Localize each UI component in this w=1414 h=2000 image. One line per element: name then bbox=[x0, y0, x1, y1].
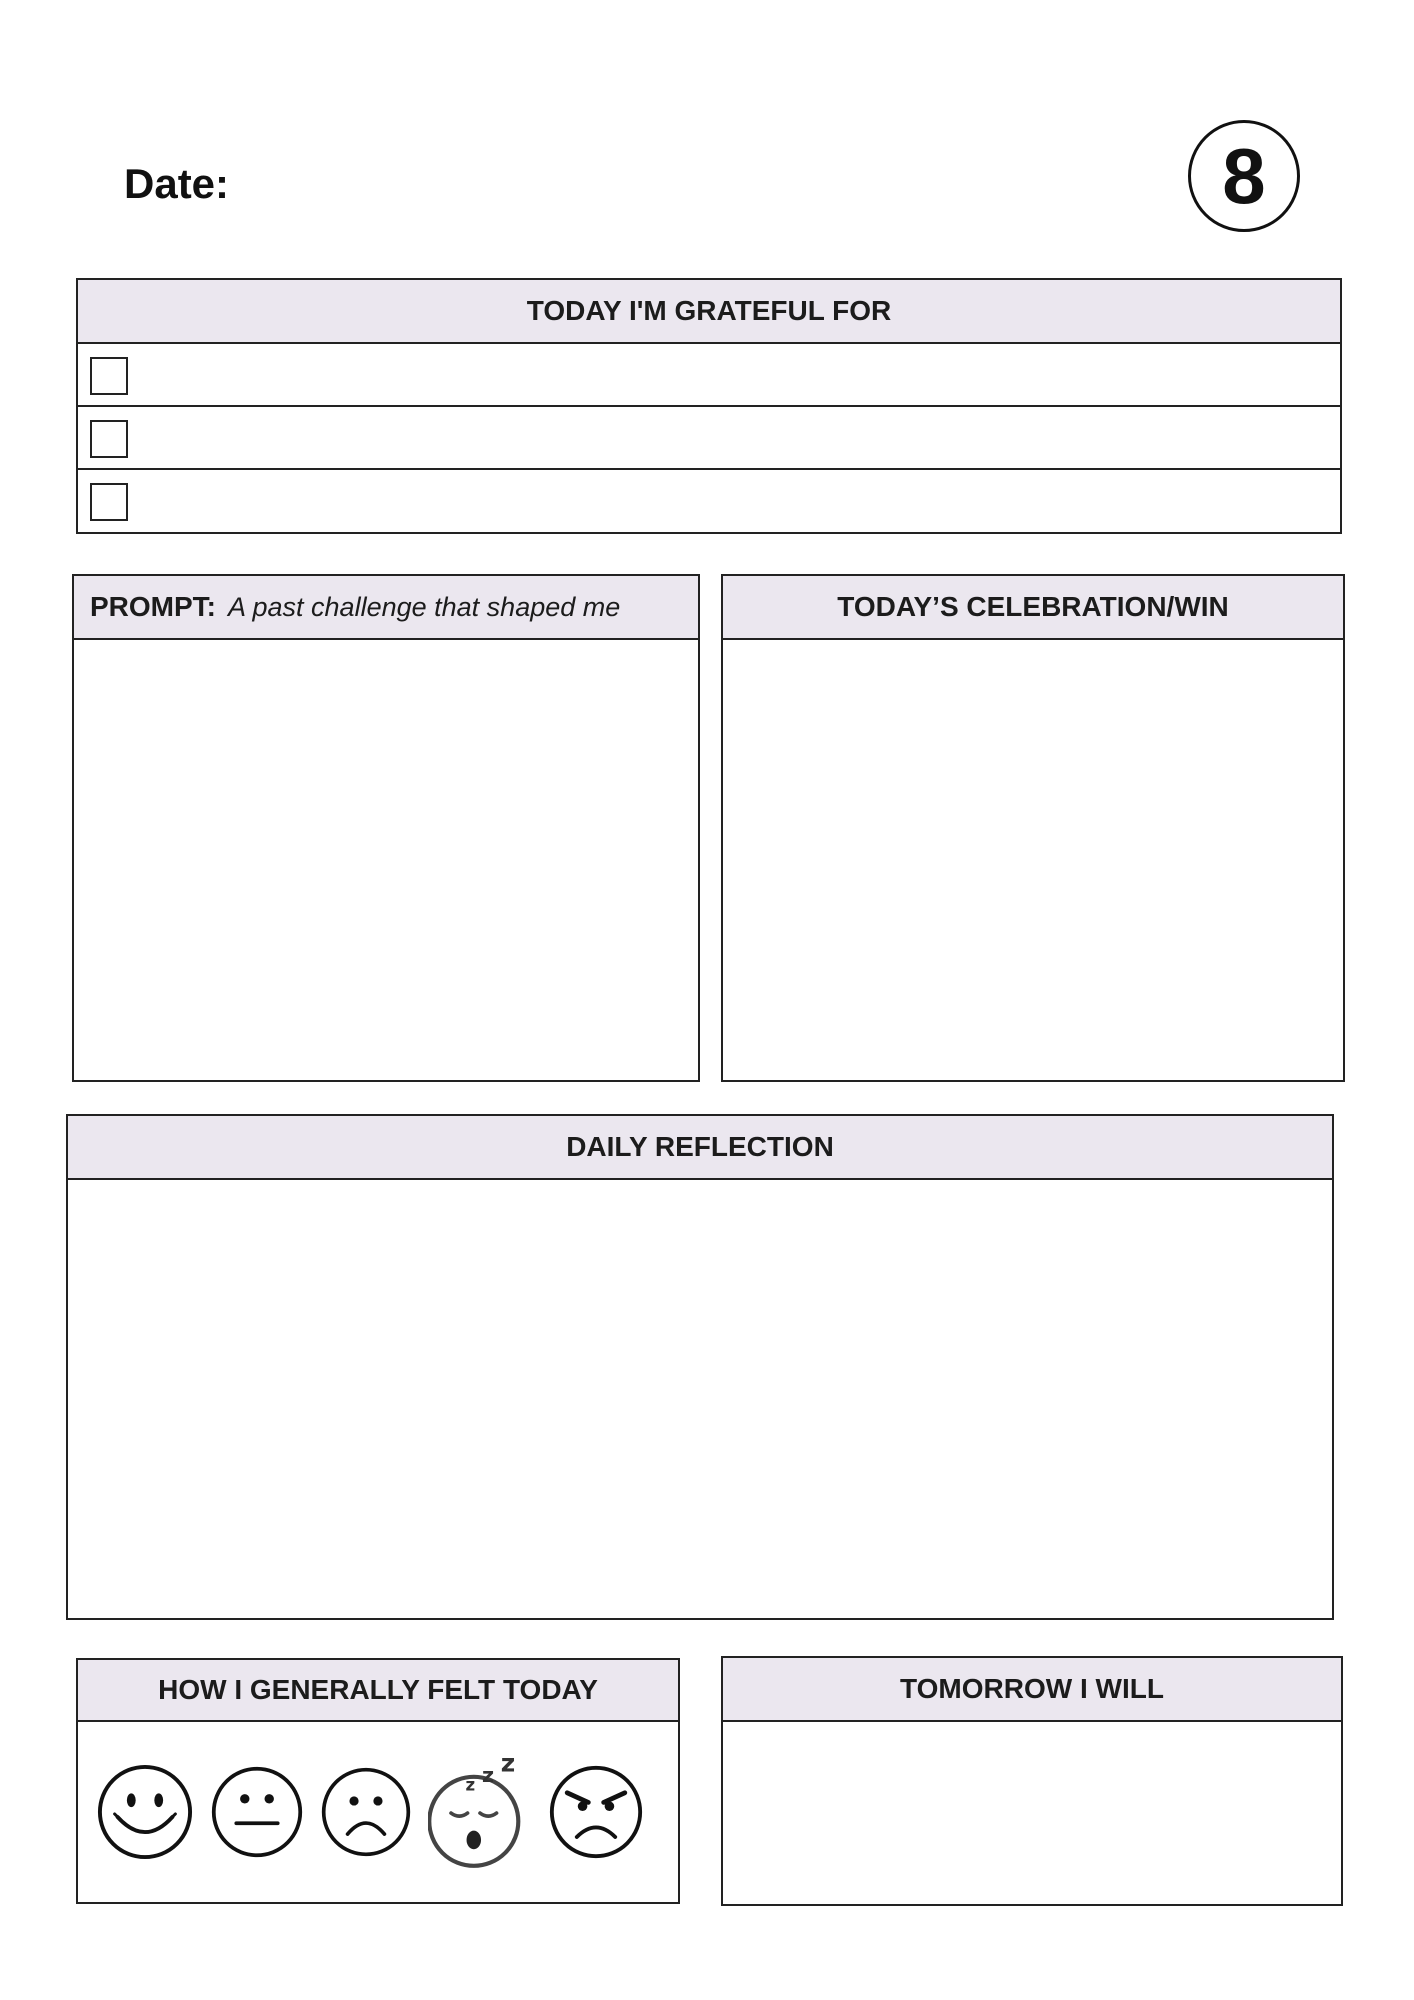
svg-text:z: z bbox=[465, 1775, 476, 1795]
tomorrow-writing-area[interactable] bbox=[723, 1722, 1341, 1904]
mood-title: HOW I GENERALLY FELT TODAY bbox=[78, 1660, 678, 1722]
prompt-writing-area[interactable] bbox=[74, 640, 698, 1080]
prompt-text: A past challenge that shaped me bbox=[228, 591, 621, 622]
grateful-checkbox[interactable] bbox=[90, 483, 128, 521]
angry-face-icon[interactable] bbox=[548, 1764, 644, 1860]
grateful-title: TODAY I'M GRATEFUL FOR bbox=[78, 280, 1340, 344]
prompt-header bbox=[74, 576, 698, 640]
celebration-section bbox=[721, 574, 1345, 1082]
date-label: Date: bbox=[124, 160, 230, 207]
grateful-section bbox=[76, 278, 1342, 534]
reflection-writing-area[interactable] bbox=[68, 1180, 1332, 1618]
mood-icons-row bbox=[78, 1722, 678, 1902]
tomorrow-title: TOMORROW I WILL bbox=[723, 1658, 1341, 1722]
grateful-row[interactable] bbox=[78, 344, 1340, 407]
grateful-checkbox[interactable] bbox=[90, 357, 128, 395]
grateful-checkbox[interactable] bbox=[90, 420, 128, 458]
neutral-face-icon[interactable] bbox=[210, 1765, 304, 1859]
reflection-section bbox=[66, 1114, 1334, 1620]
prompt-section bbox=[72, 574, 700, 1082]
tomorrow-section bbox=[721, 1656, 1343, 1906]
sleepy-face-icon[interactable] bbox=[428, 1753, 532, 1871]
happy-face-icon[interactable] bbox=[96, 1763, 194, 1861]
svg-text:z: z bbox=[500, 1753, 516, 1778]
prompt-label: PROMPT: bbox=[90, 591, 216, 622]
reflection-title: DAILY REFLECTION bbox=[68, 1116, 1332, 1180]
svg-text:z: z bbox=[482, 1762, 495, 1787]
grateful-row[interactable] bbox=[78, 407, 1340, 470]
day-number-badge: 8 bbox=[1188, 120, 1300, 232]
celebration-writing-area[interactable] bbox=[723, 640, 1343, 1080]
sad-face-icon[interactable] bbox=[320, 1766, 412, 1858]
grateful-row[interactable] bbox=[78, 470, 1340, 532]
celebration-title: TODAY’S CELEBRATION/WIN bbox=[723, 576, 1343, 640]
mood-section bbox=[76, 1658, 680, 1904]
